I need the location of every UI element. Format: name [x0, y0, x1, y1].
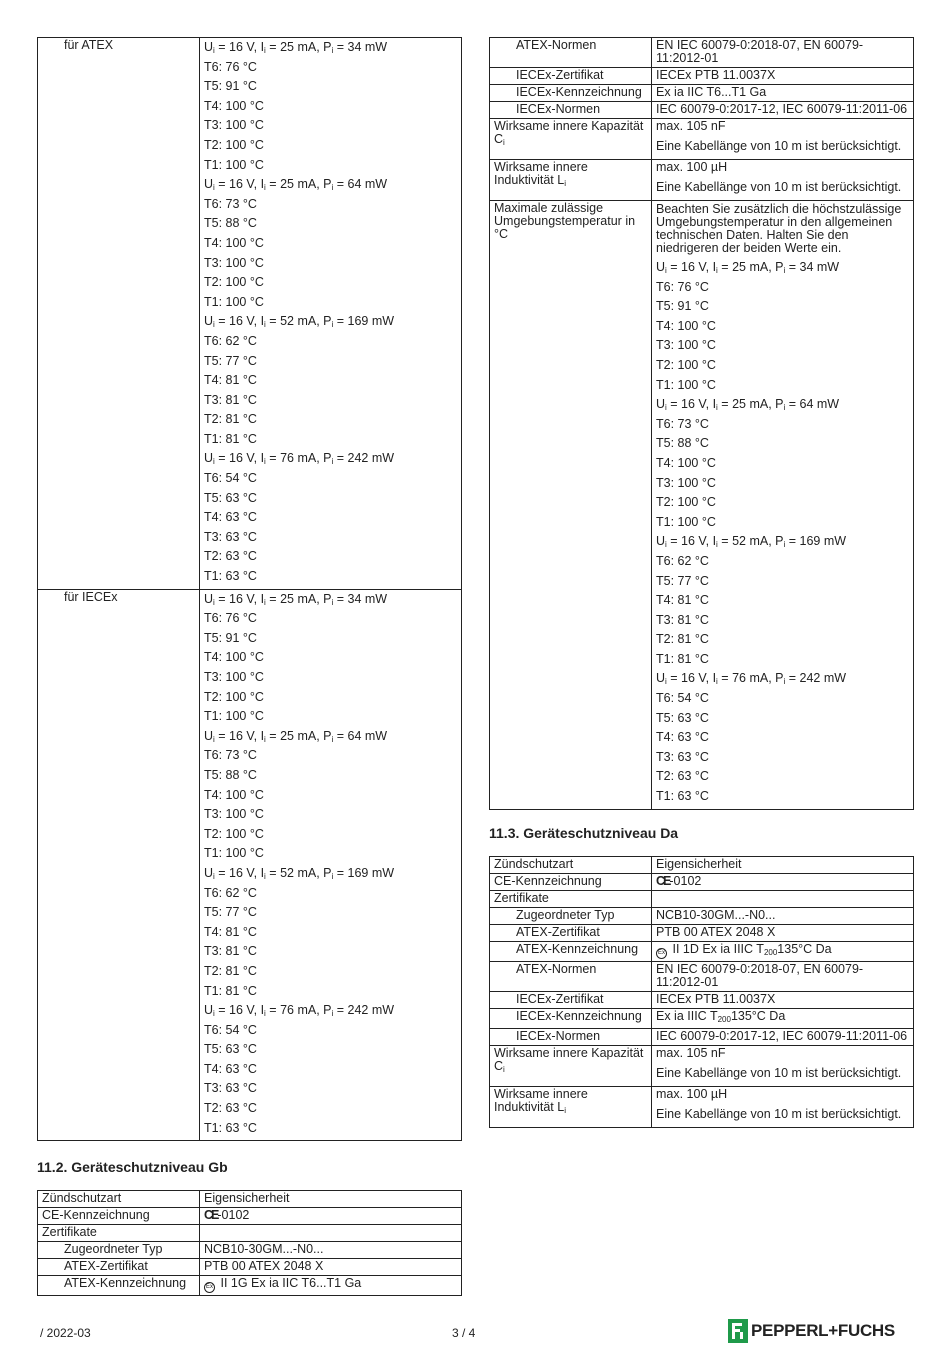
subscript: i	[783, 403, 786, 413]
temperature-class-line: T3: 63 °C	[656, 749, 709, 764]
temperature-class-line: T4: 81 °C	[204, 924, 257, 939]
row-label: ATEX-Kennzeichnung	[490, 941, 652, 961]
temperature-class-line: T2: 100 °C	[204, 275, 264, 290]
row-label: IECEx-Zertifikat	[490, 68, 652, 85]
footer-page-number: 3 / 4	[452, 1326, 476, 1340]
row-label: für IECEx	[38, 589, 200, 1141]
subscript: i	[783, 266, 786, 275]
table-row	[38, 1259, 462, 1276]
row-value: CE-0102	[200, 1208, 462, 1225]
temperature-class-line: T2: 100 °C	[204, 689, 264, 704]
row-label: Zertifikate	[38, 1225, 200, 1242]
temperature-class-line: T5: 77 °C	[204, 353, 257, 368]
right-top-table	[489, 37, 914, 810]
temperature-class-line: T6: 54 °C	[204, 471, 257, 486]
temperature-class-line: T6: 76 °C	[204, 611, 257, 626]
table-row	[490, 961, 914, 991]
row-value	[200, 38, 462, 590]
temperature-class-line: T3: 100 °C	[656, 338, 716, 353]
row-label: Maximale zulässige Umgebungstemperatur in °C	[490, 201, 652, 810]
subscript: i	[213, 183, 215, 193]
temperature-class-line: T1: 81 °C	[204, 431, 257, 446]
row-value: CE-0102	[652, 873, 914, 890]
row-value: NCB10-30GM...-N0...	[652, 907, 914, 924]
brand-mark-icon	[728, 1319, 748, 1343]
row-label: Zertifikate	[490, 890, 652, 907]
row-label: IECEx-Normen	[490, 1028, 652, 1045]
row-value	[652, 1045, 914, 1086]
subscript: i	[503, 138, 505, 147]
row-value	[652, 890, 914, 907]
table-row	[38, 1225, 462, 1242]
table-row	[490, 1028, 914, 1045]
row-label: ATEX-Normen	[490, 38, 652, 68]
temperature-class-line: T3: 100 °C	[204, 118, 264, 133]
table-row	[490, 85, 914, 102]
subscript: i	[716, 403, 718, 413]
subscript: i	[331, 871, 334, 881]
temperature-class-line: T1: 81 °C	[656, 651, 709, 666]
temperature-class-line: T5: 77 °C	[204, 905, 257, 920]
table-row	[38, 38, 462, 590]
temperature-class-line: T6: 73 °C	[204, 748, 257, 763]
temperature-class-line: T6: 76 °C	[656, 279, 709, 294]
temperature-class-line: T2: 63 °C	[204, 549, 257, 564]
temperature-class-line: T4: 100 °C	[204, 235, 264, 250]
temperature-class-line: T5: 88 °C	[656, 436, 709, 451]
left-column	[37, 37, 462, 1296]
temperature-class-line: T4: 81 °C	[204, 373, 257, 388]
temperature-class-line: T5: 77 °C	[656, 573, 709, 588]
subscript: i	[213, 46, 215, 55]
note-line: Eine Kabellänge von 10 m ist berücksichtigt.	[656, 180, 902, 194]
row-value	[652, 1086, 914, 1127]
value-condition-line: $U_i = 16$ V, $I_i = 52$ mA, $P_i = 169$ mW	[204, 314, 395, 330]
value-condition-line: $U_i = 16$ V, $I_i = 25$ mA, $P_i = 64$ mW	[204, 728, 388, 744]
temperature-class-line: T5: 88 °C	[204, 767, 257, 782]
temperature-class-line: T2: 81 °C	[204, 412, 257, 427]
temperature-class-line: T5: 88 °C	[204, 216, 257, 231]
row-label: Wirksame innere Induktivität $L_i$	[490, 160, 652, 201]
subscript: i	[264, 734, 266, 744]
row-label: ATEX-Normen	[490, 961, 652, 991]
temperature-table-left	[37, 37, 462, 1141]
subscript: i	[331, 46, 334, 55]
temperature-class-line: T1: 63 °C	[656, 789, 709, 804]
row-value: Eigensicherheit	[200, 1191, 462, 1208]
temperature-class-line: T4: 100 °C	[656, 318, 716, 333]
temperature-class-line: T6: 62 °C	[656, 553, 709, 568]
row-label: Wirksame innere Kapazität $C_i$	[490, 119, 652, 160]
subscript: i	[783, 677, 786, 687]
temperature-class-line: T1: 100 °C	[656, 514, 716, 529]
row-label: Zündschutzart	[38, 1191, 200, 1208]
row-value: Ex II 1G Ex ia IIC T6...T1 Ga	[200, 1276, 462, 1296]
table-row	[490, 1086, 914, 1127]
row-label: IECEx-Zertifikat	[490, 991, 652, 1008]
table-row	[490, 68, 914, 85]
table-row	[38, 589, 462, 1141]
temperature-class-line: T2: 100 °C	[656, 495, 716, 510]
pepperl-fuchs-logo	[728, 1319, 895, 1343]
row-value: PTB 00 ATEX 2048 X	[200, 1259, 462, 1276]
temperature-class-line: T4: 100 °C	[204, 98, 264, 113]
temperature-class-line: T1: 100 °C	[204, 846, 264, 861]
temperature-class-line: T4: 100 °C	[656, 455, 716, 470]
subscript: 200	[763, 947, 778, 957]
row-label: IECEx-Kennzeichnung	[490, 1008, 652, 1028]
row-value: IEC 60079-0:2017-12, IEC 60079-11:2011-06	[652, 102, 914, 119]
row-value	[652, 160, 914, 201]
subscript: i	[783, 540, 786, 550]
subscript: i	[503, 1064, 505, 1074]
subscript: i	[264, 320, 266, 330]
temperature-class-line: T2: 63 °C	[656, 769, 709, 784]
value-condition-line: $U_i = 16$ V, $I_i = 25$ mA, $P_i = 34$ mW	[204, 40, 388, 55]
subscript: 200	[717, 1014, 731, 1024]
temperature-class-line: T4: 81 °C	[656, 593, 709, 608]
subscript: i	[716, 266, 718, 275]
temperature-class-line: T1: 100 °C	[204, 294, 264, 309]
row-label: ATEX-Zertifikat	[38, 1259, 200, 1276]
value-condition-line: $U_i = 16$ V, $I_i = 76$ mA, $P_i = 242$ mW	[656, 671, 847, 687]
subscript: i	[213, 320, 215, 330]
subscript: i	[213, 871, 215, 881]
temperature-class-line: T4: 100 °C	[204, 787, 264, 802]
temperature-class-line: T5: 63 °C	[656, 710, 709, 725]
value-condition-line: $U_i = 16$ V, $I_i = 52$ mA, $P_i = 169$ mW	[204, 865, 395, 881]
row-value: Ex ia IIIC $T_{200}135^\circ C$ Da	[652, 1008, 914, 1028]
table-row	[490, 924, 914, 941]
table-row	[38, 1208, 462, 1225]
value-condition-line: $U_i = 16$ V, $I_i = 25$ mA, $P_i = 34$ mW	[204, 591, 388, 607]
value-condition-line: $U_i = 16$ V, $I_i = 76$ mA, $P_i = 242$ mW	[204, 451, 395, 467]
temperature-class-line: T4: 63 °C	[656, 730, 709, 745]
section-heading-da: 11.3. Geräteschutzniveau Da	[489, 824, 679, 841]
table-row	[490, 102, 914, 119]
temperature-class-line: T4: 100 °C	[204, 650, 264, 665]
temperature-class-line: T1: 100 °C	[204, 157, 264, 172]
row-value	[652, 119, 914, 160]
row-value	[652, 201, 914, 810]
temperature-class-line: T3: 100 °C	[204, 670, 264, 684]
row-value	[200, 589, 462, 1141]
value-condition-line: $U_i = 16$ V, $I_i = 25$ mA, $P_i = 64$ mW	[656, 397, 840, 413]
temperature-class-line: T1: 100 °C	[204, 709, 264, 724]
temperature-class-line: T3: 100 °C	[656, 475, 716, 490]
table-row	[490, 941, 914, 961]
subscript: i	[264, 183, 266, 193]
table-row	[38, 1276, 462, 1296]
temperature-class-line: T6: 62 °C	[204, 885, 257, 900]
temperature-class-line: T3: 81 °C	[204, 392, 257, 407]
temperature-class-line: T5: 63 °C	[204, 1042, 257, 1057]
temperature-class-line: T4: 63 °C	[204, 1061, 257, 1076]
row-value: IEC 60079-0:2017-12, IEC 60079-11:2011-06	[652, 1028, 914, 1045]
subscript: i	[331, 320, 334, 330]
temperature-class-line: T4: 63 °C	[204, 510, 257, 525]
value-condition-line: $U_i = 16$ V, $I_i = 25$ mA, $P_i = 64$ mW	[204, 177, 388, 193]
table-row	[490, 1008, 914, 1028]
note-line: Eine Kabellänge von 10 m ist berücksichtigt.	[656, 139, 902, 153]
ex-mark-icon: Ex	[656, 948, 667, 959]
temperature-class-line: T3: 63 °C	[204, 1081, 257, 1096]
row-label: ATEX-Kennzeichnung	[38, 1276, 200, 1296]
table-row	[490, 991, 914, 1008]
temperature-class-line: T6: 76 °C	[204, 59, 257, 74]
table-row	[490, 907, 914, 924]
subscript: i	[665, 677, 667, 687]
row-value: Eigensicherheit	[652, 856, 914, 873]
row-label: Zugeordneter Typ	[490, 907, 652, 924]
row-label: CE-Kennzeichnung	[490, 873, 652, 890]
row-label: Wirksame innere Induktivität $L_i$	[490, 1086, 652, 1127]
subscript: i	[564, 1105, 566, 1115]
subscript: i	[213, 597, 215, 607]
table-row	[490, 856, 914, 873]
table-row	[38, 1242, 462, 1259]
temperature-class-line: T3: 81 °C	[656, 612, 709, 627]
temperature-class-line: T3: 63 °C	[204, 529, 257, 544]
table-row	[490, 873, 914, 890]
table-row	[490, 201, 914, 810]
value-line: max. 100 µH	[656, 1086, 728, 1101]
subscript: i	[331, 597, 334, 607]
subscript: i	[331, 183, 334, 193]
section-heading-gb: 11.2. Geräteschutzniveau Gb	[37, 1159, 228, 1176]
ce-mark-icon: CE	[204, 1208, 218, 1223]
row-label: IECEx-Normen	[490, 102, 652, 119]
temperature-class-line: T3: 81 °C	[204, 944, 257, 959]
table-row	[490, 38, 914, 68]
row-label: ATEX-Zertifikat	[490, 924, 652, 941]
row-label: CE-Kennzeichnung	[38, 1208, 200, 1225]
subscript: i	[264, 1009, 266, 1019]
row-label: Zugeordneter Typ	[38, 1242, 200, 1259]
ce-mark-icon: CE	[656, 873, 670, 888]
footer-date: / 2022-03	[40, 1326, 91, 1340]
temperature-class-line: T6: 54 °C	[204, 1022, 257, 1037]
temperature-class-line: T1: 81 °C	[204, 983, 257, 998]
temperature-class-line: T1: 63 °C	[204, 569, 257, 584]
row-value: EN IEC 60079-0:2018-07, EN 60079-11:2012-01	[652, 38, 914, 68]
subscript: i	[716, 677, 718, 687]
row-value: NCB10-30GM...-N0...	[200, 1242, 462, 1259]
value-condition-line: $U_i = 16$ V, $I_i = 76$ mA, $P_i = 242$ mW	[204, 1003, 395, 1019]
temperature-class-line: T6: 54 °C	[656, 691, 709, 706]
subscript: i	[331, 1009, 334, 1019]
subscript: i	[264, 871, 266, 881]
right-column	[489, 37, 914, 1128]
subscript: i	[213, 1009, 215, 1019]
subscript: i	[213, 457, 215, 467]
subscript: i	[665, 403, 667, 413]
value-line: max. 100 µH	[656, 160, 728, 174]
row-value: IECEx PTB 11.0037X	[652, 68, 914, 85]
value-condition-line: $U_i = 16$ V, $I_i = 52$ mA, $P_i = 169$ mW	[656, 534, 847, 550]
temperature-class-line: T2: 81 °C	[204, 963, 257, 978]
subscript: i	[665, 266, 667, 275]
row-value: Ex ia IIC T6...T1 Ga	[652, 85, 914, 102]
value-line: max. 105 nF	[656, 1045, 726, 1060]
note-line: Eine Kabellänge von 10 m ist berücksichtigt.	[656, 1106, 902, 1121]
temperature-class-line: T3: 100 °C	[204, 255, 264, 270]
temperature-class-line: T2: 81 °C	[656, 632, 709, 647]
temperature-class-line: T2: 100 °C	[204, 826, 264, 841]
temperature-note: Beachten Sie zusätzlich die höchstzulässige Umgebungstemperatur in den allgemeinen technischen Daten. Halten Sie den niedrigeren der beiden Werte ein.	[656, 202, 902, 255]
row-value: PTB 00 ATEX 2048 X	[652, 924, 914, 941]
temperature-class-line: T1: 63 °C	[204, 1120, 257, 1135]
table-row	[490, 890, 914, 907]
row-label: IECEx-Kennzeichnung	[490, 85, 652, 102]
subscript: i	[213, 734, 215, 744]
subscript: i	[665, 540, 667, 550]
row-value: EN IEC 60079-0:2018-07, EN 60079-11:2012-01	[652, 961, 914, 991]
table-row	[490, 160, 914, 201]
table-row	[490, 119, 914, 160]
temperature-class-line: T5: 63 °C	[204, 490, 257, 505]
temperature-class-line: T6: 73 °C	[204, 196, 257, 211]
ex-mark-icon: Ex	[204, 1282, 215, 1293]
subscript: i	[564, 179, 566, 188]
subscript: i	[264, 457, 266, 467]
note-line: Eine Kabellänge von 10 m ist berücksichtigt.	[656, 1065, 902, 1080]
value-condition-line: $U_i = 16$ V, $I_i = 25$ mA, $P_i = 34$ mW	[656, 260, 840, 275]
subscript: i	[331, 734, 334, 744]
subscript: i	[264, 46, 266, 55]
subscript: i	[331, 457, 334, 467]
row-value: IECEx PTB 11.0037X	[652, 991, 914, 1008]
temperature-class-line: T1: 100 °C	[656, 377, 716, 392]
subscript: i	[264, 597, 266, 607]
row-label: für ATEX	[38, 38, 200, 590]
table-row	[490, 1045, 914, 1086]
temperature-class-line: T5: 91 °C	[204, 630, 257, 645]
brand-name: PEPPERL+FUCHS	[751, 1321, 895, 1340]
temperature-class-line: T2: 100 °C	[204, 137, 264, 152]
gb-table	[37, 1190, 462, 1296]
row-value	[200, 1225, 462, 1242]
row-label: Wirksame innere Kapazität $C_i$	[490, 1045, 652, 1086]
row-value: Ex II 1D Ex ia IIIC $T_{200}135^\circ C$ Da	[652, 941, 914, 961]
temperature-class-line: T3: 100 °C	[204, 807, 264, 822]
subscript: i	[716, 540, 718, 550]
temperature-class-line: T5: 91 °C	[656, 299, 709, 314]
temperature-class-line: T6: 73 °C	[656, 416, 709, 431]
temperature-class-line: T2: 100 °C	[656, 357, 716, 372]
da-table	[489, 856, 914, 1128]
temperature-class-line: T2: 63 °C	[204, 1101, 257, 1116]
value-line: max. 105 nF	[656, 119, 726, 133]
temperature-class-line: T5: 91 °C	[204, 79, 257, 94]
table-row	[38, 1191, 462, 1208]
temperature-class-line: T6: 62 °C	[204, 333, 257, 348]
row-label: Zündschutzart	[490, 856, 652, 873]
